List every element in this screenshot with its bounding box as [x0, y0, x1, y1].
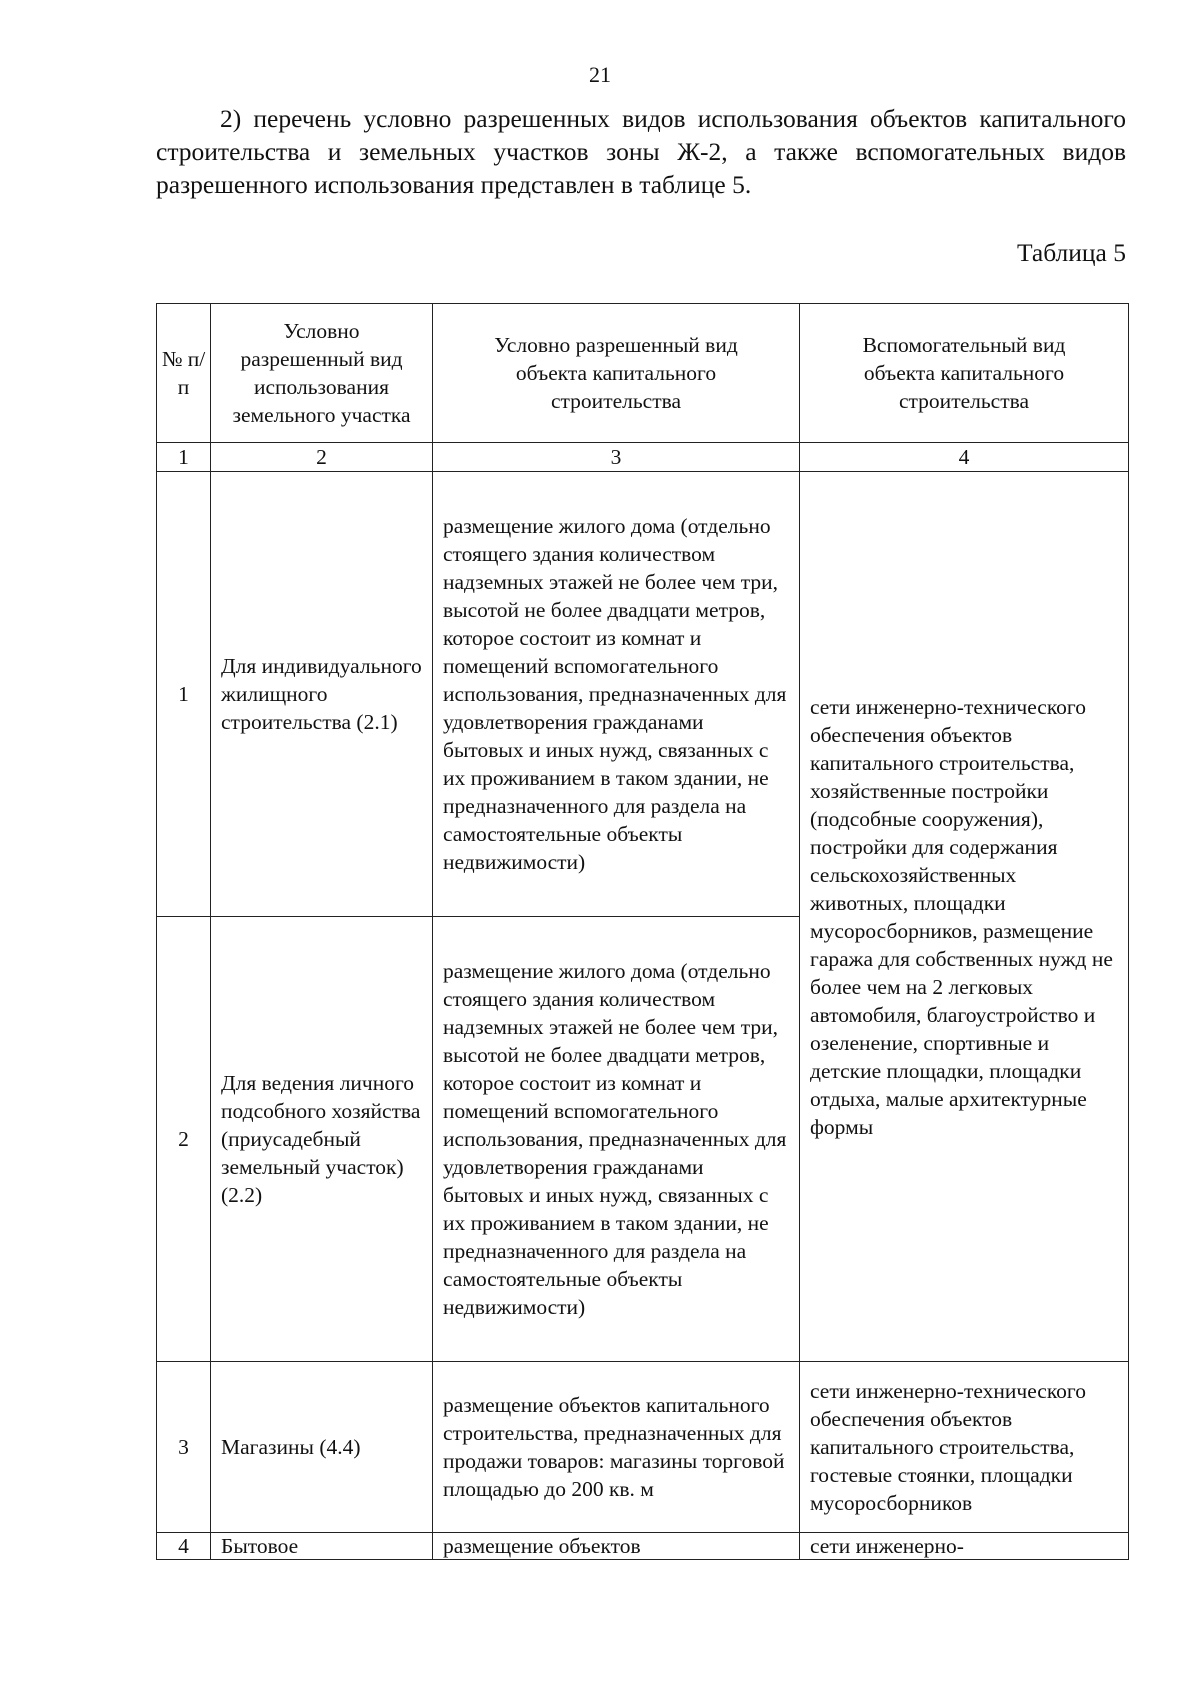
- table-row: [157, 1362, 1129, 1533]
- object-use-cell: размещение объектов капитального строительства, предназначенных для продажи товаров: магазины торговой площадью до 200 кв. м: [433, 1362, 800, 1533]
- auxiliary-cell: сети инженерно-технического обеспечения объектов капитального строительства, хозяйственные постройки (подсобные сооружения), постройки для содержания сельскохозяйственных животных, площадки мусоросборников, размещение гаража для собственных нужд не более чем на 2 легковых автомобиля, благоустройство и озеленение, спортивные и детские площадки, площадки отдыха, малые архитектурные формы: [800, 472, 1129, 1362]
- object-use-cell: размещение жилого дома (отдельно стоящего здания количеством надземных этажей не более чем три, высотой не более двадцати метров, которое состоит из комнат и помещений вспомогательного использования, предназначенных для удовлетворения гражданами бытовых и иных нужд, связанных с их проживанием в таком здании, не предназначенного для раздела на самостоятельные объекты недвижимости): [433, 472, 800, 917]
- land-use-cell: Магазины (4.4): [211, 1362, 433, 1533]
- row-number: 2: [157, 917, 211, 1362]
- table-row: [157, 1533, 1129, 1560]
- land-use-table: [156, 303, 1129, 1560]
- land-use-cell: Бытовое: [211, 1533, 433, 1560]
- table-caption: Таблица 5: [1016, 238, 1126, 267]
- intro-paragraph: 2) перечень условно разрешенных видов использования объектов капитального строительства и земельных участков зоны Ж-2, а также вспомогательных видов разрешенного использования представлен в таблице 5.: [156, 104, 1126, 199]
- page-number: 21: [589, 62, 611, 87]
- auxiliary-cell: сети инженерно-технического обеспечения объектов капитального строительства, гостевые стоянки, площадки мусоросборников: [800, 1362, 1129, 1533]
- header-auxiliary: Вспомогательный вид объекта капитального строительства: [800, 304, 1129, 443]
- header-num: № п/п: [157, 304, 211, 443]
- column-number: 3: [433, 443, 800, 472]
- header-object-use: Условно разрешенный вид объекта капитального строительства: [433, 304, 800, 443]
- table-row: [157, 472, 1129, 917]
- column-number: 1: [157, 443, 211, 472]
- row-number: 4: [157, 1533, 211, 1560]
- row-number: 1: [157, 472, 211, 917]
- object-use-cell: размещение объектов: [433, 1533, 800, 1560]
- auxiliary-cell: сети инженерно-: [800, 1533, 1129, 1560]
- table-header-row: [157, 304, 1129, 443]
- object-use-cell: размещение жилого дома (отдельно стоящего здания количеством надземных этажей не более чем три, высотой не более двадцати метров, которое состоит из комнат и помещений вспомогательного использования, предназначенных для удовлетворения гражданами бытовых и иных нужд, связанных с их проживанием в таком здании, не предназначенного для раздела на самостоятельные объекты недвижимости): [433, 917, 800, 1362]
- column-number: 2: [211, 443, 433, 472]
- land-use-cell: Для индивидуального жилищного строительства (2.1): [211, 472, 433, 917]
- row-number: 3: [157, 1362, 211, 1533]
- header-land-use: Условно разрешенный вид использования земельного участка: [211, 304, 433, 443]
- column-number-row: [157, 443, 1129, 472]
- land-use-cell: Для ведения личного подсобного хозяйства (приусадебный земельный участок) (2.2): [211, 917, 433, 1362]
- column-number: 4: [800, 443, 1129, 472]
